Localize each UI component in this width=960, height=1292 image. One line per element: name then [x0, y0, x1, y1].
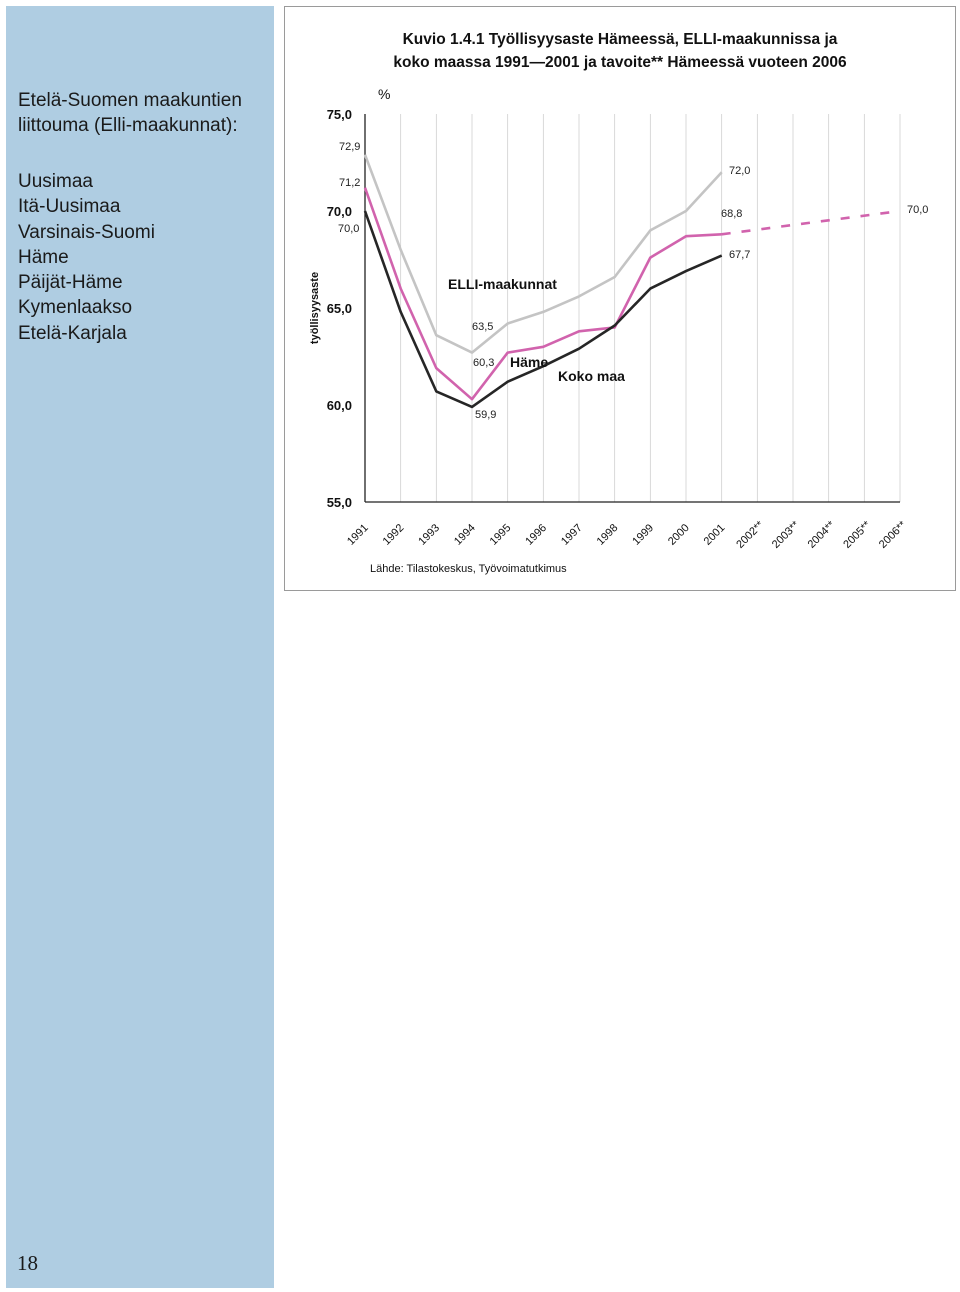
series-layer: [365, 155, 900, 407]
data-label-2006-target: 70,0: [907, 204, 929, 216]
page-number: 18: [17, 1251, 38, 1275]
x-tick-label: 2001: [701, 521, 728, 548]
series-label-koko: Koko maa: [558, 368, 625, 384]
chart-title-line2: koko maassa 1991—2001 ja tavoite** Hämeessä vuoteen 2006: [393, 54, 847, 71]
y-tick-label: 65,0: [326, 301, 352, 316]
region-item: Varsinais-Suomi: [18, 221, 155, 243]
x-tick-label: 1995: [487, 521, 514, 548]
y-tick-label: 55,0: [326, 495, 352, 510]
axis-layer: [327, 107, 910, 551]
series-label-elli: ELLI-maakunnat: [448, 276, 557, 292]
x-tick-label: 2005**: [841, 518, 874, 551]
grid-layer: [401, 114, 900, 502]
x-tick-label: 1994: [451, 521, 478, 548]
data-label-1991-koko: 70,0: [338, 223, 360, 235]
x-tick-label: 1992: [380, 521, 407, 548]
data-label-1994-elli: 63,5: [472, 321, 494, 333]
y-tick-label: 60,0: [326, 398, 352, 413]
region-item: Etelä-Karjala: [18, 322, 127, 344]
data-label-2001-elli: 72,0: [729, 165, 751, 177]
y-tick-label: 70,0: [326, 204, 352, 219]
source-note: Lähde: Tilastokeskus, Työvoimatutkimus: [370, 563, 567, 575]
x-tick-label: 1993: [416, 521, 443, 548]
data-label-2001-hame: 68,8: [721, 208, 743, 220]
x-tick-label: 1991: [344, 521, 371, 548]
region-item: Itä-Uusimaa: [18, 196, 121, 218]
y-unit-label: %: [378, 86, 391, 102]
region-item: Häme: [18, 246, 69, 268]
chart-title-line1: Kuvio 1.4.1 Työllisyysaste Hämeessä, ELLI-maakunnissa ja: [402, 31, 838, 48]
data-label-1994-hame: 60,3: [473, 357, 495, 369]
x-tick-label: 1997: [558, 521, 585, 548]
series-line-target: [722, 211, 900, 234]
data-label-2001-koko: 67,7: [729, 249, 751, 261]
data-label-1994-koko: 59,9: [475, 409, 497, 421]
x-tick-label: 2002**: [734, 518, 767, 551]
sidebar-heading: Etelä-Suomen maakuntien liittouma (Elli-maakunnat):: [18, 90, 242, 136]
x-tick-label: 2004**: [805, 518, 838, 551]
x-tick-label: 1999: [630, 521, 657, 548]
region-item: Kymenlaakso: [18, 297, 133, 319]
x-tick-label: 2000: [665, 521, 692, 548]
x-tick-label: 1996: [523, 521, 550, 548]
region-item: Päijät-Häme: [18, 272, 123, 294]
x-tick-label: 2006**: [876, 518, 909, 551]
y-tick-label: 75,0: [326, 107, 352, 122]
y-axis-title: työllisyysaste: [309, 271, 321, 345]
data-label-1991-elli: 72,9: [339, 141, 361, 153]
x-tick-label: 1998: [594, 521, 621, 548]
region-item: Uusimaa: [18, 171, 93, 192]
data-label-1991-hame: 71,2: [339, 177, 361, 189]
x-tick-label: 2003**: [769, 518, 802, 551]
series-label-hame: Häme: [510, 354, 549, 370]
